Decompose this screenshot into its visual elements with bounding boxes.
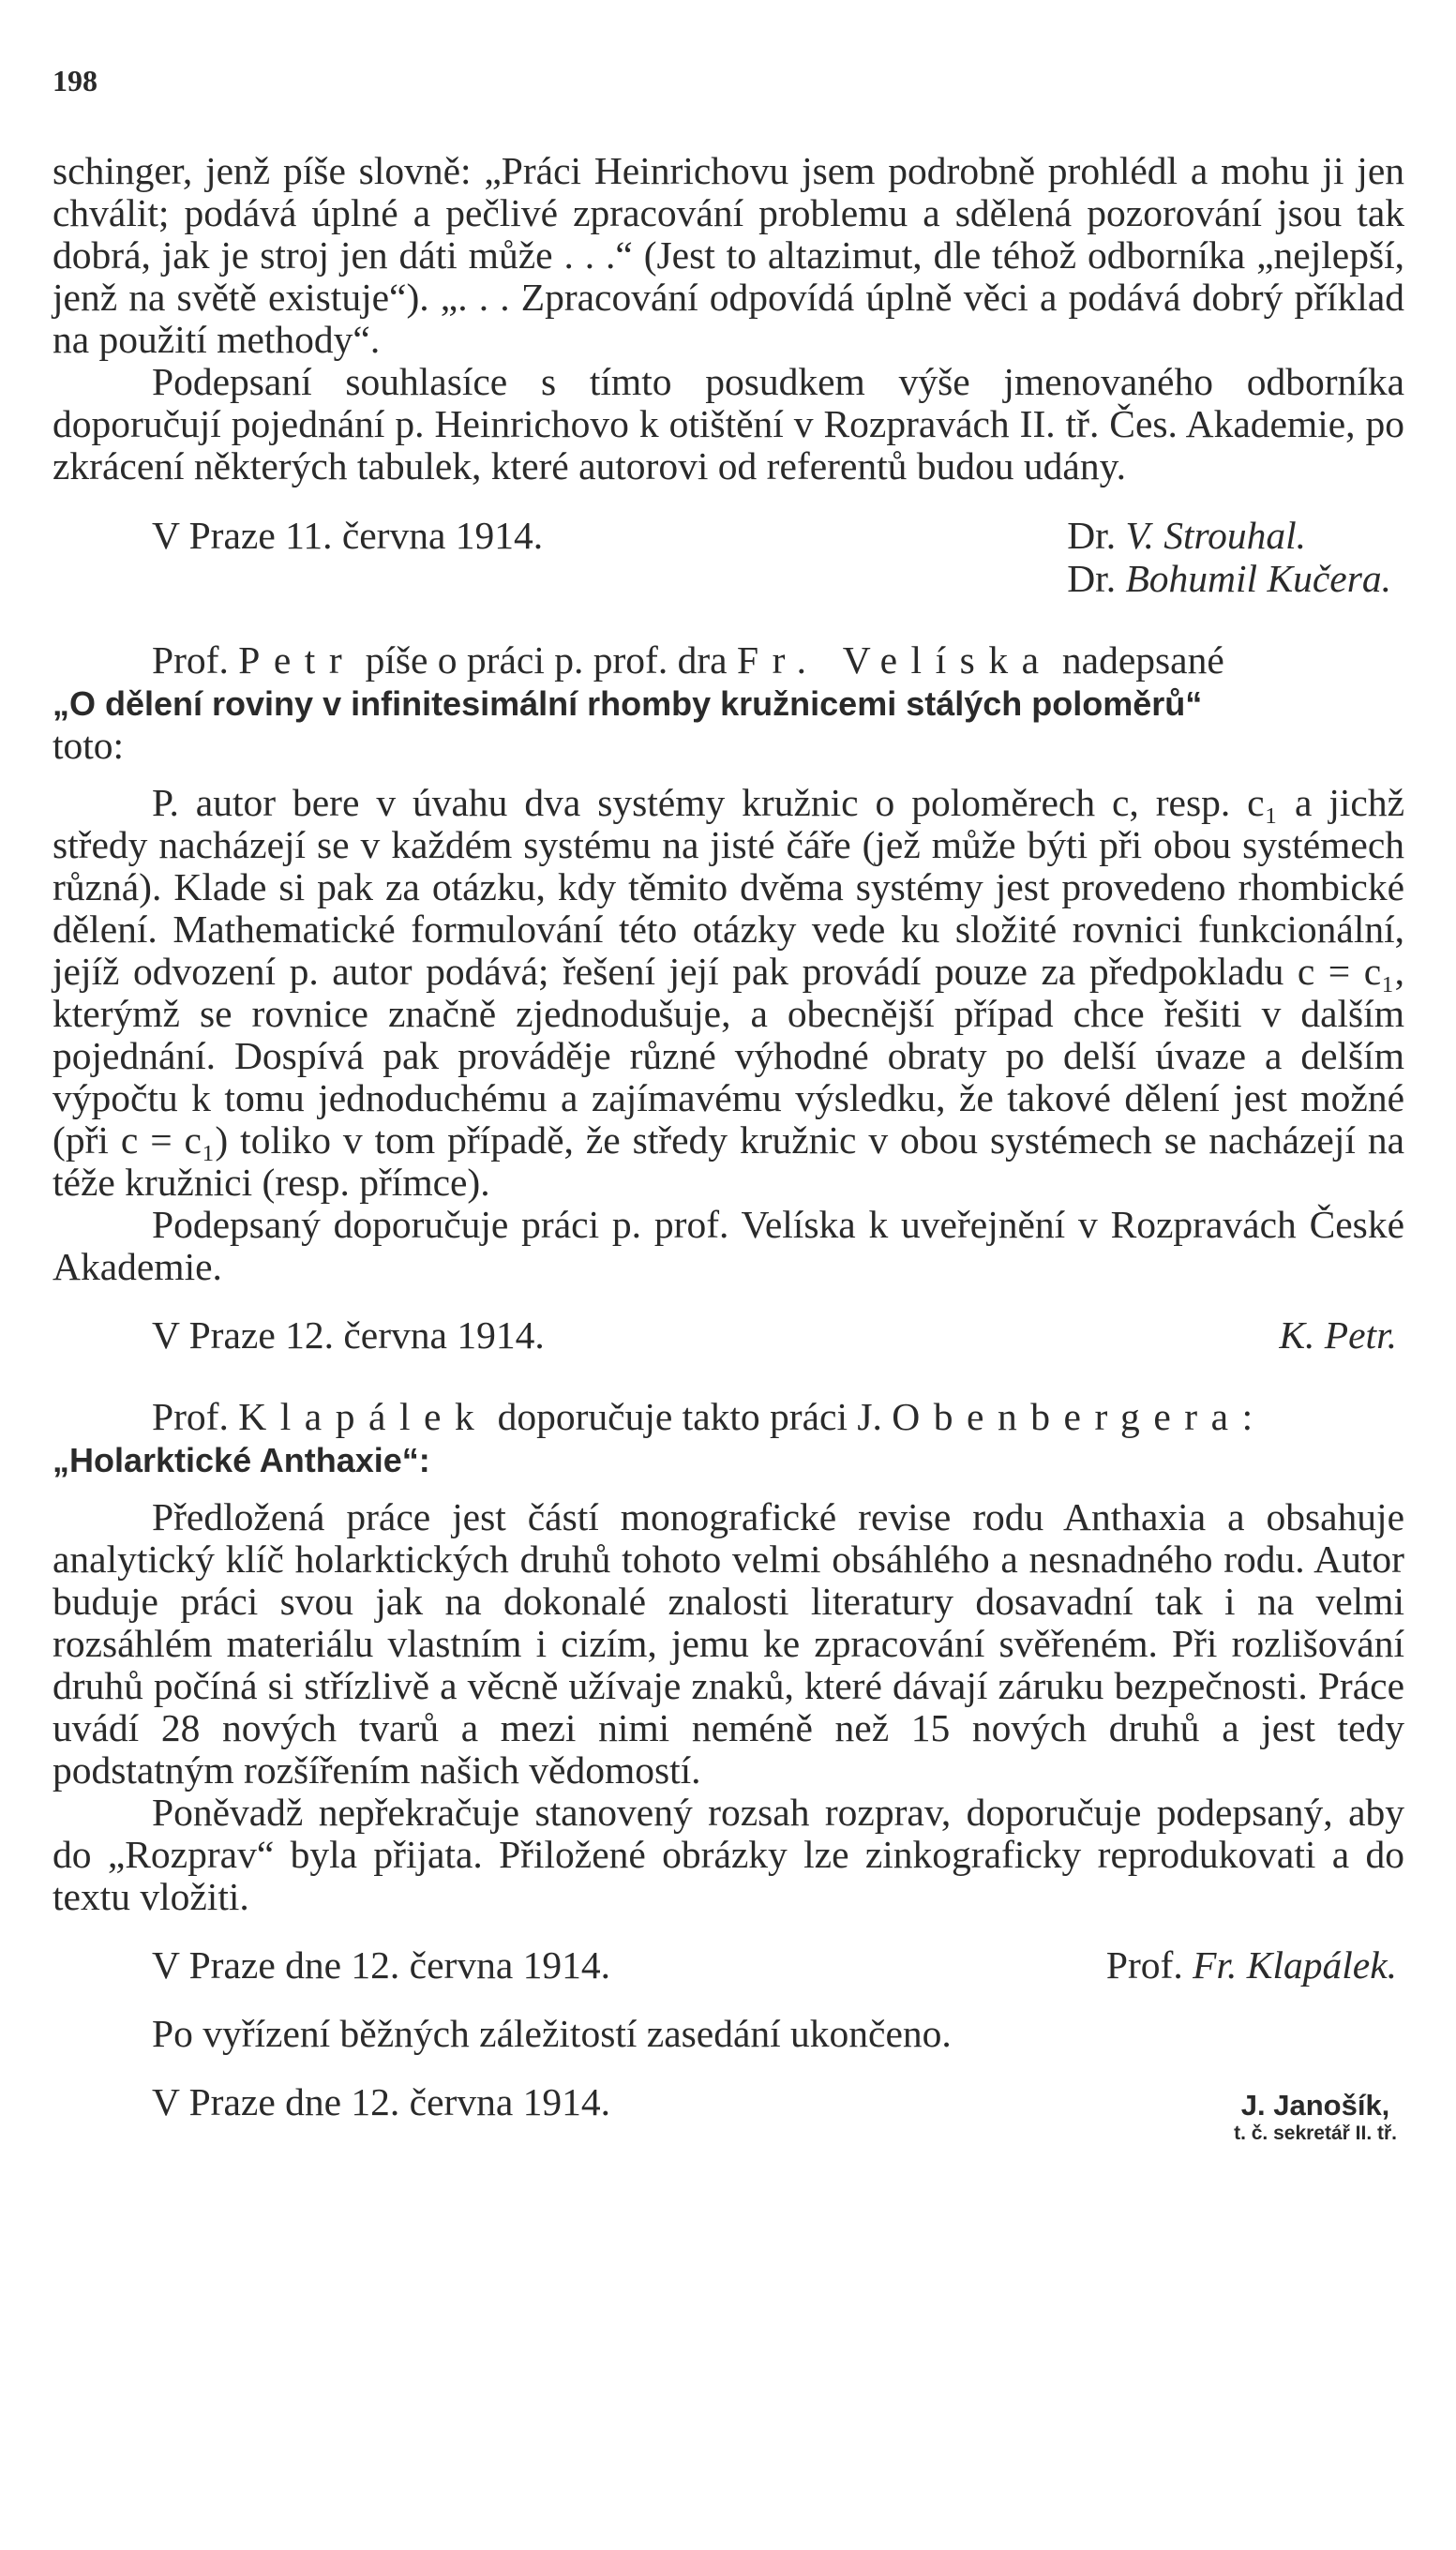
work-title-text: „O dělení roviny v infinitesimální rhomby kružnicemi stálých poloměrů“	[53, 684, 1203, 723]
signature-row-petr	[53, 1314, 1404, 1357]
author-name: Obenbergera	[892, 1395, 1242, 1438]
paragraph-obenberger-review: Předložená práce jest částí monografické revise rodu Anthaxia a obsahuje analytický klíč holarktických druhů tohoto velmi obsáhlého a nesnadného rodu. Autor buduje práci svou jak na dokonalé znalosti literatury dosavadní tak i na velmi rozsáhlém materiálu vlastním i cizím, jemu ke zpracování svěřeném. Při rozlišování druhů počíná si střízlivě a věcně užívaje znaků, které dávají záruku bezpečnosti. Práce uvádí 28 nových tvarů a mezi nimi neméně než 15 nových druhů a jest tedy podstatným rozšířením našich vědomostí.	[53, 1495, 1404, 1792]
author-name: Fr. Velíska	[736, 638, 1053, 682]
signatory-kucera: Bohumil Kučera.	[1125, 557, 1391, 600]
intro-suffix: :	[1241, 1395, 1253, 1438]
section-intro-petr	[53, 639, 1404, 682]
secretary-role: t. č. sekretář II. tř.	[1234, 2122, 1397, 2144]
place-date: V Praze 12. června 1914.	[152, 1313, 545, 1357]
paragraph-review-continuation: schinger, jenž píše slovně: „Práci Heinrichovu jsem podrobně prohlédl a mohu ji jen chválit; podává úplné a pečlivé zpracování problemu a sdělená pozorování jsou tak dobrá, jak je stroj jen dáti může . . .“ (Jest to altazimut, dle téhož odborníka „nejlepší, jenž na světě existuje“). „. . . Zpracování odpovídá úplně věci a podává dobrý příklad na použití methody“.	[53, 149, 1404, 361]
intro-prefix: Prof.	[152, 1395, 229, 1438]
paragraph-velisek-recommendation: Podepsaný doporučuje práci p. prof. Velíska k uveřejnění v Rozpravách České Akademie.	[53, 1203, 1404, 1288]
paragraph-recommendation-heinrich: Podepsaní souhlasíce s tímto posudkem výše jmenovaného odborníka doporučují pojednání p. Heinrichovo k otištění v Rozpravách II. tř. Čes. Akademie, po zkrácení některých tabulek, které autorovi od referentů budou udány.	[53, 360, 1404, 488]
reviewer-name: Klapálek	[238, 1395, 488, 1438]
signature-row-heinrich	[53, 514, 1404, 600]
intro-text: doporučuje takto práci J.	[497, 1395, 882, 1438]
signatory-klapalek-wrap	[1106, 1944, 1397, 1987]
work-title-velisek	[53, 682, 1404, 725]
signatory-petr: K. Petr.	[1279, 1313, 1397, 1357]
reviewer-name: Petr	[238, 638, 356, 682]
signatory-title: Dr.	[1067, 557, 1117, 600]
signatory-strouhal: V. Strouhal.	[1125, 514, 1306, 557]
paragraph-obenberger-recommendation: Poněvadž nepřekračuje stanovený rozsah rozprav, doporučuje podepsaný, aby do „Rozprav“ byla přijata. Přiložené obrázky lze zinkograficky reprodukovati a do textu vložiti.	[53, 1791, 1404, 1918]
page-content	[53, 150, 1404, 2145]
closing-text: Po vyřízení běžných záležitostí zasedání ukončeno.	[152, 2012, 952, 2055]
toto-label: toto:	[53, 724, 125, 767]
intro-prefix: Prof.	[152, 638, 229, 682]
signatory-title: Dr.	[1067, 514, 1117, 557]
secretary-name: J. Janošík,	[1240, 2089, 1390, 2122]
work-title-text: „Holarktické Anthaxie“:	[53, 1441, 430, 1479]
secretary-block	[1234, 2089, 1397, 2145]
signatory-title: Prof.	[1105, 1943, 1183, 1987]
signature-row-secretary	[53, 2081, 1404, 2145]
section-intro-klapalek	[53, 1396, 1404, 1438]
intro-text: píše o práci p. prof. dra	[365, 638, 728, 682]
place-date: V Praze dne 12. června 1914.	[152, 2080, 611, 2123]
signatory-klapalek: Fr. Klapálek.	[1193, 1943, 1397, 1987]
signature-row-klapalek	[53, 1944, 1404, 1987]
work-title-obenberger	[53, 1438, 1404, 1481]
paragraph-velisek-review: P. autor bere v úvahu dva systémy kružnic o poloměrech c, resp. c₁ a jichž středy nacházejí se v každém systému na jisté čáře (jež může býti při obou systémech různá). Klade si pak za otázku, kdy těmito dvěma systémy jest provedeno rhombické dělení. Mathematické formulování této otázky vede ku složité rovnici funkcionální, jejíž odvození p. autor podává; řešení její pak provádí pouze za předpokladu c = c₁, kterýmž se rovnice značně zjednodušuje, a obecnější případ chce řešiti v dalším pojednání. Dospívá pak prováděje různé výhodné obraty po delší úvaze a delším výpočtu k tomu jednoduchému a zajímavému výsledku, že takové dělení jest možné (při c = c₁) toliko v tom případě, že středy kružnic v obou systémech se nacházejí na téže kružnici (resp. přímce).	[53, 781, 1404, 1204]
place-date: V Praze dne 12. června 1914.	[152, 1943, 611, 1987]
signatories	[1067, 514, 1397, 600]
place-date: V Praze 11. června 1914.	[152, 514, 544, 557]
intro-suffix: nadepsané	[1061, 638, 1224, 682]
page-number: 198	[53, 64, 98, 98]
